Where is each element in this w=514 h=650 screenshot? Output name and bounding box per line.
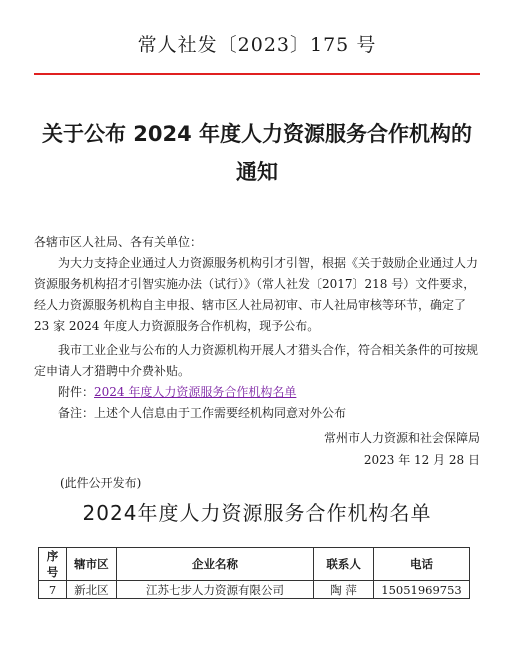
- header-contact: 联系人: [314, 548, 374, 581]
- issue-date: 2023 年 12 月 28 日: [363, 453, 480, 467]
- table-row: [39, 581, 470, 599]
- header-district: 辖市区: [66, 548, 116, 581]
- paragraph-2: 我市工业企业与公布的人力资源机构开展人才猎头合作，符合相关条件的可按规定申请人才猎聘中介费补贴。: [34, 343, 479, 378]
- attachment-line: [34, 382, 504, 403]
- cell-contact: 陶 萍: [314, 581, 374, 599]
- note-line: [34, 403, 504, 424]
- issuer: 常州市人力资源和社会保障局: [323, 431, 480, 445]
- publish-note: (此件公开发布): [60, 476, 142, 490]
- attachment-link[interactable]: 2024 年度人力资源服务合作机构名单: [94, 385, 297, 399]
- agency-table: [38, 547, 470, 599]
- doc-number: 常人社发〔2023〕175 号: [137, 34, 377, 56]
- table-header-row: [39, 548, 470, 581]
- note-label: 备注：: [58, 406, 95, 420]
- cell-district: 新北区: [66, 581, 116, 599]
- cell-company: 江苏七步人力资源有限公司: [116, 581, 313, 599]
- red-divider: [34, 73, 480, 75]
- header-index: 序号: [39, 548, 67, 581]
- cell-phone: 15051969753: [374, 581, 470, 599]
- document-title: 关于公布 2024 年度人力资源服务合作机构的通知: [41, 122, 473, 184]
- header-company: 企业名称: [116, 548, 313, 581]
- list-title: 2024年度人力资源服务合作机构名单: [82, 501, 432, 525]
- note-text: 上述个人信息由于工作需要经机构同意对外公布: [94, 406, 347, 420]
- cell-index: 7: [39, 581, 67, 599]
- attachment-label: 附件：: [58, 385, 95, 399]
- paragraph-1: 为大力支持企业通过人力资源服务机构引才引智，根据《关于鼓励企业通过人力资源服务机构招才引智实施办法（试行）》（常人社发〔2017〕218 号）文件要求，经人力资源服务机构自主申报、辖市区人社局初审、市人社局审核等环节，确定了 23 家 2024 年度人力资源服务合作机构，现予公布。: [34, 256, 479, 333]
- header-phone: 电话: [374, 548, 470, 581]
- salutation: 各辖市区人社局、各有关单位：: [34, 235, 203, 249]
